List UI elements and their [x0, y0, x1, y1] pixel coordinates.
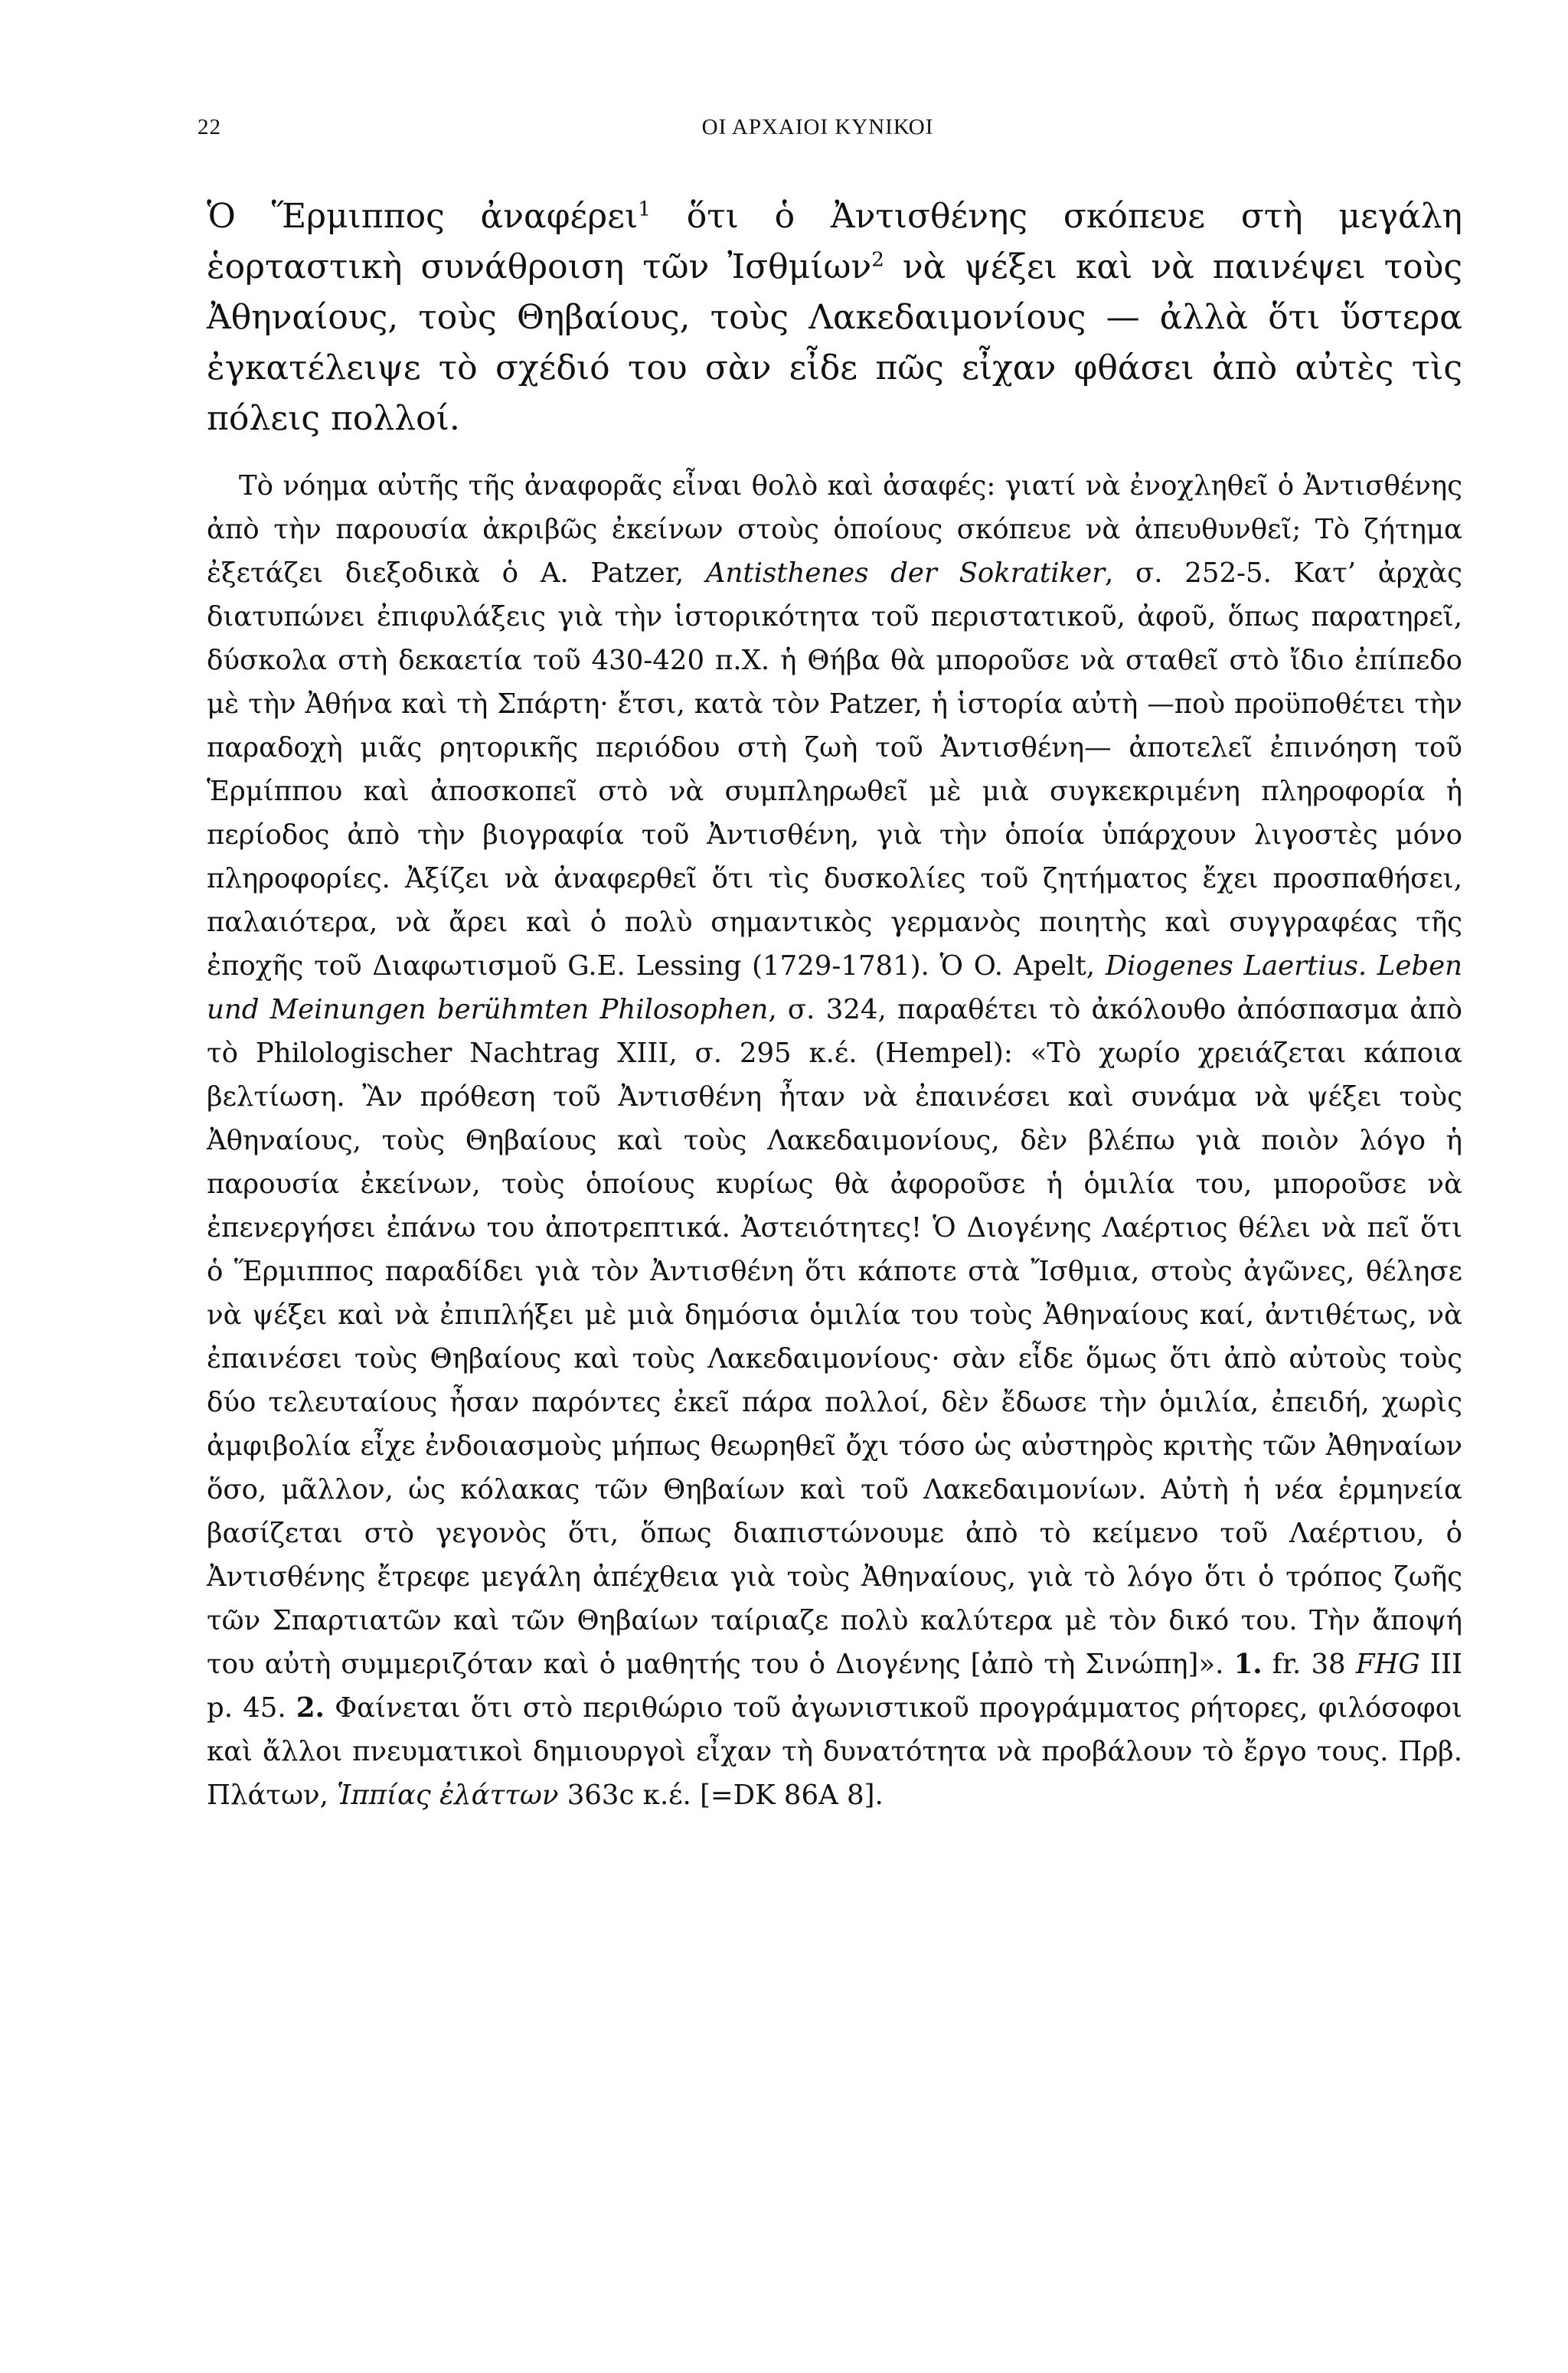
- commentary-note: [207, 464, 1462, 1817]
- text-block: [207, 191, 1462, 1817]
- note-text-2: , σ. 252-5. Κατ’ ἀρχὰς διατυπώνει ἐπιφυλάξεις γιὰ τὴν ἱστορικότητα τοῦ περιστατικοῦ, ἀφοῦ, ὅπως παρατηρεῖ, δύσκολα στὴ δεκαετία τοῦ 430-420 π.Χ. ἡ Θήβα θὰ μποροῦσε νὰ σταθεῖ στὸ ἴδιο ἐπίπεδο μὲ τὴν Ἀθήνα καὶ τὴ Σπάρτη· ἔτσι, κατὰ τὸν Patzer, ἡ ἱστορία αὐτὴ —ποὺ προϋποθέτει τὴν παραδοχὴ μιᾶς ρητορικῆς περιόδου στὴ ζωὴ τοῦ Ἀντισθένη— ἀποτελεῖ ἐπινόηση τοῦ Ἑρμίππου καὶ ἀποσκοπεῖ στὸ νὰ συμπληρωθεῖ μὲ μιὰ συγκεκριμένη πληροφορία ἡ περίοδος ἀπὸ τὴν βιογραφία τοῦ Ἀντισθένη, γιὰ τὴν ὁποία ὑπάρχουν λιγοστὲς μόνο πληροφορίες. Ἀξίζει νὰ ἀναφερθεῖ ὅτι τὶς δυσκολίες τοῦ ζητήματος ἔχει προσπαθήσει, παλαιότερα, νὰ ἄρει καὶ ὁ πολὺ σημαντικὸς γερμανὸς ποιητὴς καὶ συγγραφέας τῆς ἐποχῆς τοῦ Διαφωτισμοῦ G.E. Lessing (1729-1781). Ὁ O. Apelt,: [207, 557, 1462, 982]
- note-text-5: III p. 45.: [207, 1649, 1462, 1724]
- note-text-6: Φαίνεται ὅτι στὸ περιθώριο τοῦ ἀγωνιστικοῦ προγράμματος ρήτορες, φιλόσοφοι καὶ ἄλλοι πνευματικοὶ δημιουργοὶ εἶχαν τὴ δυνατότητα νὰ προβάλουν τὸ ἔργο τους. Πρβ. Πλάτων,: [207, 1692, 1462, 1811]
- note-italic-title-3: Ἱππίας ἐλάττων: [337, 1780, 559, 1811]
- note-italic-title-1: Antisthenes der Sokratiker: [705, 557, 1106, 589]
- main-text-1: Ὁ Ἕρμιππος ἀναφέρει: [207, 197, 639, 236]
- main-text-3: νὰ ψέξει καὶ νὰ παινέψει τοὺς Ἀθηναίους, τοὺς Θηβαίους, τοὺς Λακεδαιμονίους — ἀλλὰ ὅτι ὕστερα ἐγκατέλειψε τὸ σχέδιό του σὰν εἶδε πῶς εἶχαν φθάσει ἀπὸ αὐτὲς τὶς πόλεις πολλοί.: [207, 247, 1462, 438]
- note-text-7: 363c κ.έ. [=DK 86A 8].: [558, 1780, 884, 1811]
- page-number: 22: [198, 115, 221, 139]
- note-text-4: fr. 38: [1262, 1649, 1356, 1680]
- footnote-ref-1: 1: [638, 197, 652, 221]
- note-italic-fhg: FHG: [1355, 1649, 1420, 1680]
- note-text-3: , σ. 324, παραθέτει τὸ ἀκόλουθο ἀπόσπασμα ἀπὸ τὸ Philologischer Nachtrag XIII, σ. 295 κ.έ. (Hempel): «Τὸ χωρίο χρειάζεται κάποια βελτίωση. Ἂν πρόθεση τοῦ Ἀντισθένη ἦταν νὰ ἐπαινέσει καὶ συνάμα νὰ ψέξει τοὺς Ἀθηναίους, τοὺς Θηβαίους καὶ τοὺς Λακεδαιμονίους, δὲν βλέπω γιὰ ποιὸν λόγο ἡ παρουσία ἐκείνων, τοὺς ὁποίους κυρίως θὰ ἀφοροῦσε ἡ ὁμιλία του, μποροῦσε νὰ ἐπενεργήσει ἐπάνω του ἀποτρεπτικά. Ἀστειότητες! Ὁ Διογένης Λαέρτιος θέλει νὰ πεῖ ὅτι ὁ Ἕρμιππος παραδίδει γιὰ τὸν Ἀντισθένη ὅτι κάποτε στὰ Ἴσθμια, στοὺς ἀγῶνες, θέλησε νὰ ψέξει καὶ νὰ ἐπιπλήξει μὲ μιὰ δημόσια ὁμιλία του τοὺς Ἀθηναίους καί, ἀντιθέτως, νὰ ἐπαινέσει τοὺς Θηβαίους καὶ τοὺς Λακεδαιμονίους· σὰν εἶδε ὅμως ὅτι ἀπὸ αὐτοὺς τοὺς δύο τελευταίους ἦσαν παρόντες ἐκεῖ πάρα πολλοί, δὲν ἔδωσε τὴν ὁμιλία, ἐπειδή, χωρὶς ἀμφιβολία εἶχε ἐνδοιασμοὺς μήπως θεωρηθεῖ ὄχι τόσο ὡς αὐστηρὸς κριτὴς τῶν Ἀθηναίων ὅσο, μᾶλλον, ὡς κόλακας τῶν Θηβαίων καὶ τοῦ Λακεδαιμονίων. Αὐτὴ ἡ νέα ἑρμηνεία βασίζεται στὸ γεγονὸς ὅτι, ὅπως διαπιστώνουμε ἀπὸ τὸ κείμενο τοῦ Λαέρτιου, ὁ Ἀντισθένης ἔτρεφε μεγάλη ἀπέχθεια γιὰ τοὺς Ἀθηναίους, γιὰ τὸ λόγο ὅτι ὁ τρόπος ζωῆς τῶν Σπαρτιατῶν καὶ τῶν Θηβαίων ταίριαζε πολὺ καλύτερα μὲ τὸν δικό του. Τὴν ἄποψή του αὐτὴ συμμεριζόταν καὶ ὁ μαθητής του ὁ Διογένης [ἀπὸ τὴ Σινώπη]».: [207, 994, 1462, 1680]
- footnote-ref-2: 2: [871, 247, 884, 272]
- footnote-label-1: 1.: [1233, 1649, 1263, 1680]
- footnote-label-2: 2.: [296, 1692, 325, 1724]
- book-title: ΟΙ ΑΡΧΑΙΟΙ ΚΥΝΙΚΟΙ: [701, 115, 934, 139]
- note-italic-title-2: Diogenes Laertius. Leben und Meinungen berühmten Philosophen: [207, 950, 1462, 1025]
- running-head: [198, 115, 1438, 153]
- main-text-2: ὅτι ὁ Ἀντισθένης σκόπευε στὴ μεγάλη ἑορταστικὴ συνάθροιση τῶν Ἰσθμίων: [207, 197, 1462, 286]
- main-paragraph: [207, 191, 1462, 444]
- note-text-1: Τὸ νόημα αὐτῆς τῆς ἀναφορᾶς εἶναι θολὸ καὶ ἀσαφές: γιατί νὰ ἐνοχληθεῖ ὁ Ἀντισθένης ἀπὸ τὴν παρουσία ἀκριβῶς ἐκείνων στοὺς ὁποίους σκόπευε νὰ ἀπευθυνθεῖ; Τὸ ζήτημα ἐξετάζει διεξοδικὰ ὁ A. Patzer,: [207, 470, 1462, 589]
